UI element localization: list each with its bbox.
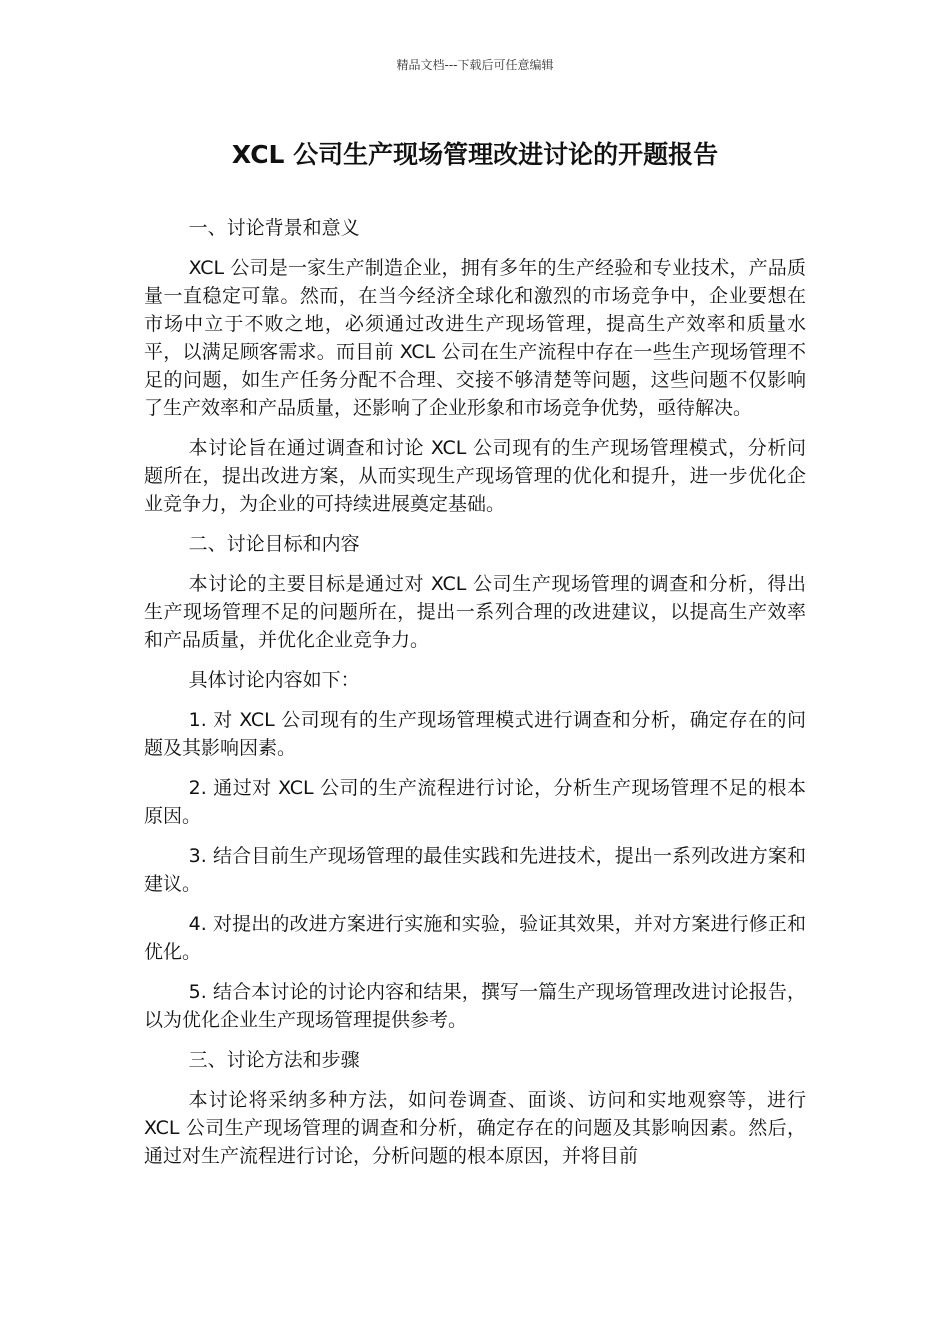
list-item-5: 5. 结合本讨论的讨论内容和结果，撰写一篇生产现场管理改进讨论报告，以为优化企业生产现场管理提供参考。 bbox=[144, 981, 806, 1031]
paragraph-main-objective: 本讨论的主要目标是通过对 XCL 公司生产现场管理的调查和分析，得出生产现场管理不足的问题所在，提出一系列合理的改进建议，以提高生产效率和产品质量，并优化企业竞争力。 bbox=[144, 573, 806, 651]
section-heading-background: 一、讨论背景和意义 bbox=[188, 217, 360, 239]
paragraph-content-intro: 具体讨论内容如下： bbox=[188, 669, 360, 691]
paragraph-methods: 本讨论将采纳多种方法，如问卷调查、面谈、访问和实地观察等，进行 XCL 公司生产现场管理的调查和分析，确定存在的问题及其影响因素。然后，通过对生产流程进行讨论，分析问题的根本原因，并将目前 bbox=[144, 1089, 806, 1167]
section-heading-methods: 三、讨论方法和步骤 bbox=[188, 1049, 360, 1071]
document-title: XCL 公司生产现场管理改进讨论的开题报告 bbox=[231, 140, 719, 169]
list-item-3: 3. 结合目前生产现场管理的最佳实践和先进技术，提出一系列改进方案和建议。 bbox=[144, 845, 806, 895]
document-body bbox=[144, 214, 806, 1182]
section-heading-objectives: 二、讨论目标和内容 bbox=[188, 533, 360, 555]
list-item-2: 2. 通过对 XCL 公司的生产流程进行讨论，分析生产现场管理不足的根本原因。 bbox=[144, 777, 806, 827]
paragraph-company-intro: XCL 公司是一家生产制造企业，拥有多年的生产经验和专业技术，产品质量一直稳定可靠。然而，在当今经济全球化和激烈的市场竞争中，企业要想在市场中立于不败之地，必须通过改进生产现场管理，提高生产效率和质量水平，以满足顾客需求。而目前 XCL 公司在生产流程中存在一些生产现场管理不足的问题，如生产任务分配不合理、交接不够清楚等问题，这些问题不仅影响了生产效率和产品质量，还影响了企业形象和市场竞争优势，亟待解决。 bbox=[144, 257, 806, 419]
list-item-4: 4. 对提出的改进方案进行实施和实验，验证其效果，并对方案进行修正和优化。 bbox=[144, 913, 806, 963]
paragraph-purpose: 本讨论旨在通过调查和讨论 XCL 公司现有的生产现场管理模式，分析问题所在，提出改进方案，从而实现生产现场管理的优化和提升，进一步优化企业竞争力，为企业的可持续进展奠定基础。 bbox=[144, 437, 806, 515]
list-item-1: 1. 对 XCL 公司现有的生产现场管理模式进行调查和分析，确定存在的问题及其影响因素。 bbox=[144, 709, 806, 759]
page-header-note: 精品文档---下载后可任意编辑 bbox=[396, 58, 554, 72]
